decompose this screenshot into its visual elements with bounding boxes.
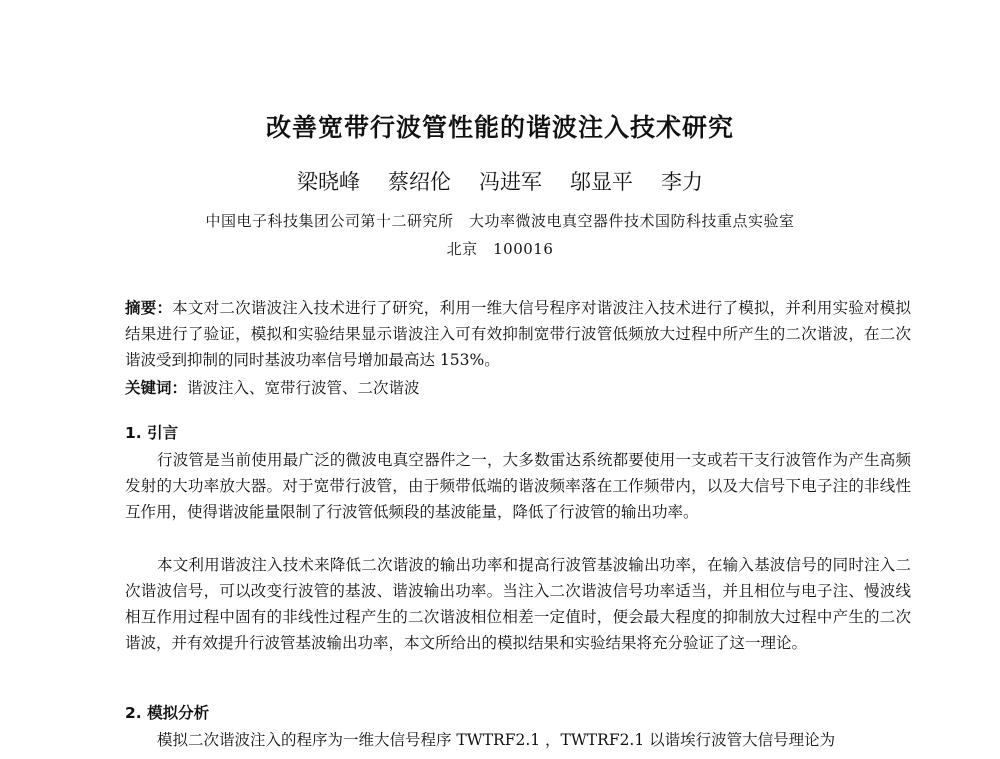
author-name: 梁晓峰 bbox=[297, 170, 360, 194]
author-name: 蔡绍伦 bbox=[388, 170, 451, 194]
simulation-paragraph-1: 模拟二次谐波注入的程序为一维大信号程序 TWTRF2.1 ，TWTRF2.1 以谐埃行波管大信号理论为 bbox=[157, 731, 836, 749]
keywords-label: 关键词： bbox=[125, 379, 188, 397]
author-list bbox=[0, 166, 1000, 196]
intro-paragraph-2: 本文利用谐波注入技术来降低二次谐波的输出功率和提高行波管基波输出功率，在输入基波信号的同时注入二次谐波信号，可以改变行波管的基波、谐波输出功率。当注入二次谐波信号功率适当，并且相位与电子注、慢波线相互作用过程中固有的非线性过程产生的二次谐波相位相差一定值时，便会最大程度的抑制放大过程中产生的二次谐波，并有效提升行波管基波输出功率，本文所给出的模拟结果和实验结果将充分验证了这一理论。 bbox=[125, 556, 911, 652]
author-name: 冯进军 bbox=[479, 170, 542, 194]
city-postcode: 北京 100016 bbox=[446, 240, 554, 258]
paper-title: 改善宽带行波管性能的谐波注入技术研究 bbox=[265, 113, 734, 142]
author-name: 邬显平 bbox=[570, 170, 633, 194]
abstract bbox=[125, 295, 911, 373]
keywords bbox=[125, 375, 911, 401]
section-heading-simulation: 2. 模拟分析 bbox=[125, 704, 210, 722]
intro-paragraph-1: 行波管是当前使用最广泛的微波电真空器件之一，大多数雷达系统都要使用一支或若干支行波管作为产生高频发射的大功率放大器。对于宽带行波管，由于频带低端的谐波频率落在工作频带内，以及大信号下电子注的非线性互作用，使得谐波能量限制了行波管低频段的基波能量，降低了行波管的输出功率。 bbox=[125, 451, 911, 521]
abstract-text: 本文对二次谐波注入技术进行了研究，利用一维大信号程序对谐波注入技术进行了模拟，并利用实验对模拟结果进行了验证，模拟和实验结果显示谐波注入可有效抑制宽带行波管低频放大过程中所产生的二次谐波，在二次谐波受到抑制的同时基波功率信号增加最高达 153%。 bbox=[125, 299, 911, 369]
author-name: 李力 bbox=[661, 170, 703, 194]
section-heading-introduction: 1. 引言 bbox=[125, 424, 179, 442]
keywords-text: 谐波注入、宽带行波管、二次谐波 bbox=[187, 379, 420, 397]
affiliation: 中国电子科技集团公司第十二研究所 大功率微波电真空器件技术国防科技重点实验室 bbox=[205, 212, 795, 230]
abstract-label: 摘要： bbox=[125, 299, 173, 317]
